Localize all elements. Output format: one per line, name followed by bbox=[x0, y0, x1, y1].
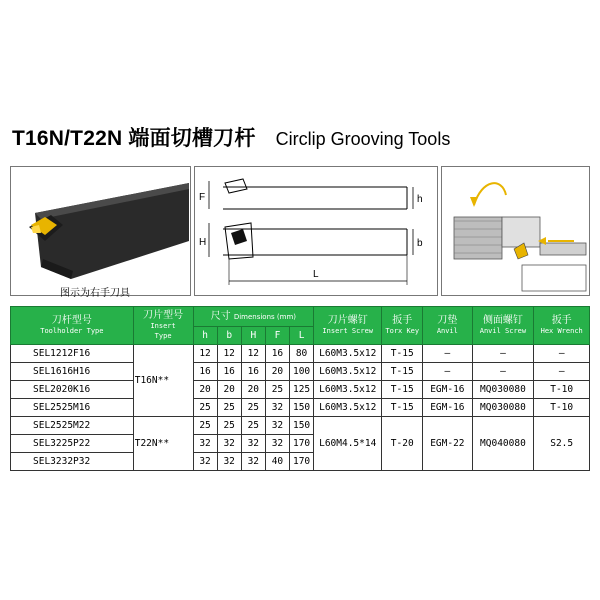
tool-photo bbox=[11, 167, 190, 295]
table-cell: 25 bbox=[265, 381, 289, 399]
table-cell: MQ030080 bbox=[472, 399, 534, 417]
table-row bbox=[11, 417, 590, 435]
group2-key: T-20 bbox=[382, 417, 423, 471]
table-cell: 16 bbox=[241, 363, 265, 381]
table-row bbox=[11, 345, 590, 363]
table-cell: – bbox=[472, 363, 534, 381]
table-cell: 170 bbox=[290, 435, 314, 453]
table-cell: 25 bbox=[217, 399, 241, 417]
col-dim-L: L bbox=[290, 327, 314, 345]
table-cell: – bbox=[534, 363, 590, 381]
table-cell: SEL3232P32 bbox=[11, 453, 134, 471]
table-cell: 25 bbox=[217, 417, 241, 435]
table-cell: L60M3.5x12 bbox=[314, 399, 382, 417]
group2-anvil: EGM-22 bbox=[423, 417, 472, 471]
col-toolholder: 刀杆型号 Toolholder Type bbox=[11, 307, 134, 345]
table-row bbox=[11, 363, 590, 381]
table-cell: SEL2525M16 bbox=[11, 399, 134, 417]
page-subtitle: Circlip Grooving Tools bbox=[275, 129, 451, 149]
table-cell: 80 bbox=[290, 345, 314, 363]
col-dim-H: H bbox=[241, 327, 265, 345]
table-cell: T-10 bbox=[534, 381, 590, 399]
table-cell: L60M3.5x12 bbox=[314, 363, 382, 381]
table-cell: – bbox=[472, 345, 534, 363]
table-cell: 32 bbox=[217, 453, 241, 471]
operation-sketch-panel bbox=[441, 166, 590, 296]
table-cell: 12 bbox=[217, 345, 241, 363]
col-hex-wrench: 扳手 Hex Wrench bbox=[534, 307, 590, 345]
dim-label-b: b bbox=[417, 238, 423, 249]
table-cell: SEL1212F16 bbox=[11, 345, 134, 363]
table-cell: 32 bbox=[265, 435, 289, 453]
page-title: T16N/T22N 端面切槽刀杆 bbox=[12, 127, 256, 150]
table-cell: 25 bbox=[241, 399, 265, 417]
col-dim-h: h bbox=[193, 327, 217, 345]
table-cell: 12 bbox=[193, 345, 217, 363]
table-cell: T-15 bbox=[382, 381, 423, 399]
table-cell: EGM-16 bbox=[423, 399, 472, 417]
table-cell: 150 bbox=[290, 399, 314, 417]
col-dim-b: b bbox=[217, 327, 241, 345]
table-cell: L60M3.5x12 bbox=[314, 381, 382, 399]
table-cell: 16 bbox=[193, 363, 217, 381]
dimension-drawing-panel bbox=[194, 166, 438, 296]
table-cell: 170 bbox=[290, 453, 314, 471]
table-cell: 100 bbox=[290, 363, 314, 381]
table-cell: 32 bbox=[193, 453, 217, 471]
table-cell: T-15 bbox=[382, 345, 423, 363]
table-cell: T-15 bbox=[382, 399, 423, 417]
table-cell: L60M3.5x12 bbox=[314, 345, 382, 363]
table-cell: – bbox=[423, 345, 472, 363]
table-cell: – bbox=[423, 363, 472, 381]
spec-table bbox=[10, 306, 590, 471]
table-cell: 150 bbox=[290, 417, 314, 435]
table-cell: 25 bbox=[193, 399, 217, 417]
table-cell: SEL2020K16 bbox=[11, 381, 134, 399]
table-row bbox=[11, 381, 590, 399]
group2-screw: L60M4.5*14 bbox=[314, 417, 382, 471]
table-cell: SEL2525M22 bbox=[11, 417, 134, 435]
title-row bbox=[12, 122, 450, 158]
table-cell: 32 bbox=[241, 435, 265, 453]
table-cell: 40 bbox=[265, 453, 289, 471]
col-insert: 刀片型号 Insert Type bbox=[133, 307, 193, 345]
table-cell: SEL1616H16 bbox=[11, 363, 134, 381]
photo-caption: 图示为右手刀具 bbox=[60, 288, 130, 299]
table-cell: 12 bbox=[241, 345, 265, 363]
table-cell: 32 bbox=[217, 435, 241, 453]
table-cell: 32 bbox=[241, 453, 265, 471]
table-cell: 20 bbox=[265, 363, 289, 381]
table-cell: T-10 bbox=[534, 399, 590, 417]
table-cell: 25 bbox=[193, 417, 217, 435]
group2-anvil-screw: MQ040080 bbox=[472, 417, 534, 471]
tool-photo-panel bbox=[10, 166, 191, 296]
table-row bbox=[11, 399, 590, 417]
table-cell: MQ030080 bbox=[472, 381, 534, 399]
dim-label-h: h bbox=[417, 194, 423, 205]
table-cell: 16 bbox=[265, 345, 289, 363]
insert-group-1: T16N** bbox=[133, 345, 193, 417]
table-cell: 125 bbox=[290, 381, 314, 399]
table-cell: 20 bbox=[193, 381, 217, 399]
table-cell: 25 bbox=[241, 417, 265, 435]
table-cell: 32 bbox=[193, 435, 217, 453]
insert-group-2: T22N** bbox=[133, 417, 193, 471]
table-cell: SEL3225P22 bbox=[11, 435, 134, 453]
table-cell: 32 bbox=[265, 399, 289, 417]
dim-label-H: H bbox=[199, 237, 207, 248]
col-anvil-screw: 侧面螺钉 Anvil Screw bbox=[472, 307, 534, 345]
dim-label-L: L bbox=[313, 269, 319, 280]
dim-label-F: F bbox=[199, 192, 206, 203]
col-insert-screw: 刀片螺钉 Insert Screw bbox=[314, 307, 382, 345]
group2-hex: S2.5 bbox=[534, 417, 590, 471]
col-anvil: 刀垫 Anvil bbox=[423, 307, 472, 345]
col-dimensions: 尺寸 Dimensions (mm) bbox=[193, 307, 314, 327]
col-dim-F: F bbox=[265, 327, 289, 345]
table-cell: T-15 bbox=[382, 363, 423, 381]
dimension-drawing bbox=[195, 167, 437, 295]
col-torx-key: 扳手 Torx Key bbox=[382, 307, 423, 345]
table-cell: – bbox=[534, 345, 590, 363]
table-cell: EGM-16 bbox=[423, 381, 472, 399]
table-cell: 20 bbox=[217, 381, 241, 399]
table-cell: 20 bbox=[241, 381, 265, 399]
table-cell: 32 bbox=[265, 417, 289, 435]
table-cell: 16 bbox=[217, 363, 241, 381]
operation-sketch bbox=[442, 167, 589, 295]
